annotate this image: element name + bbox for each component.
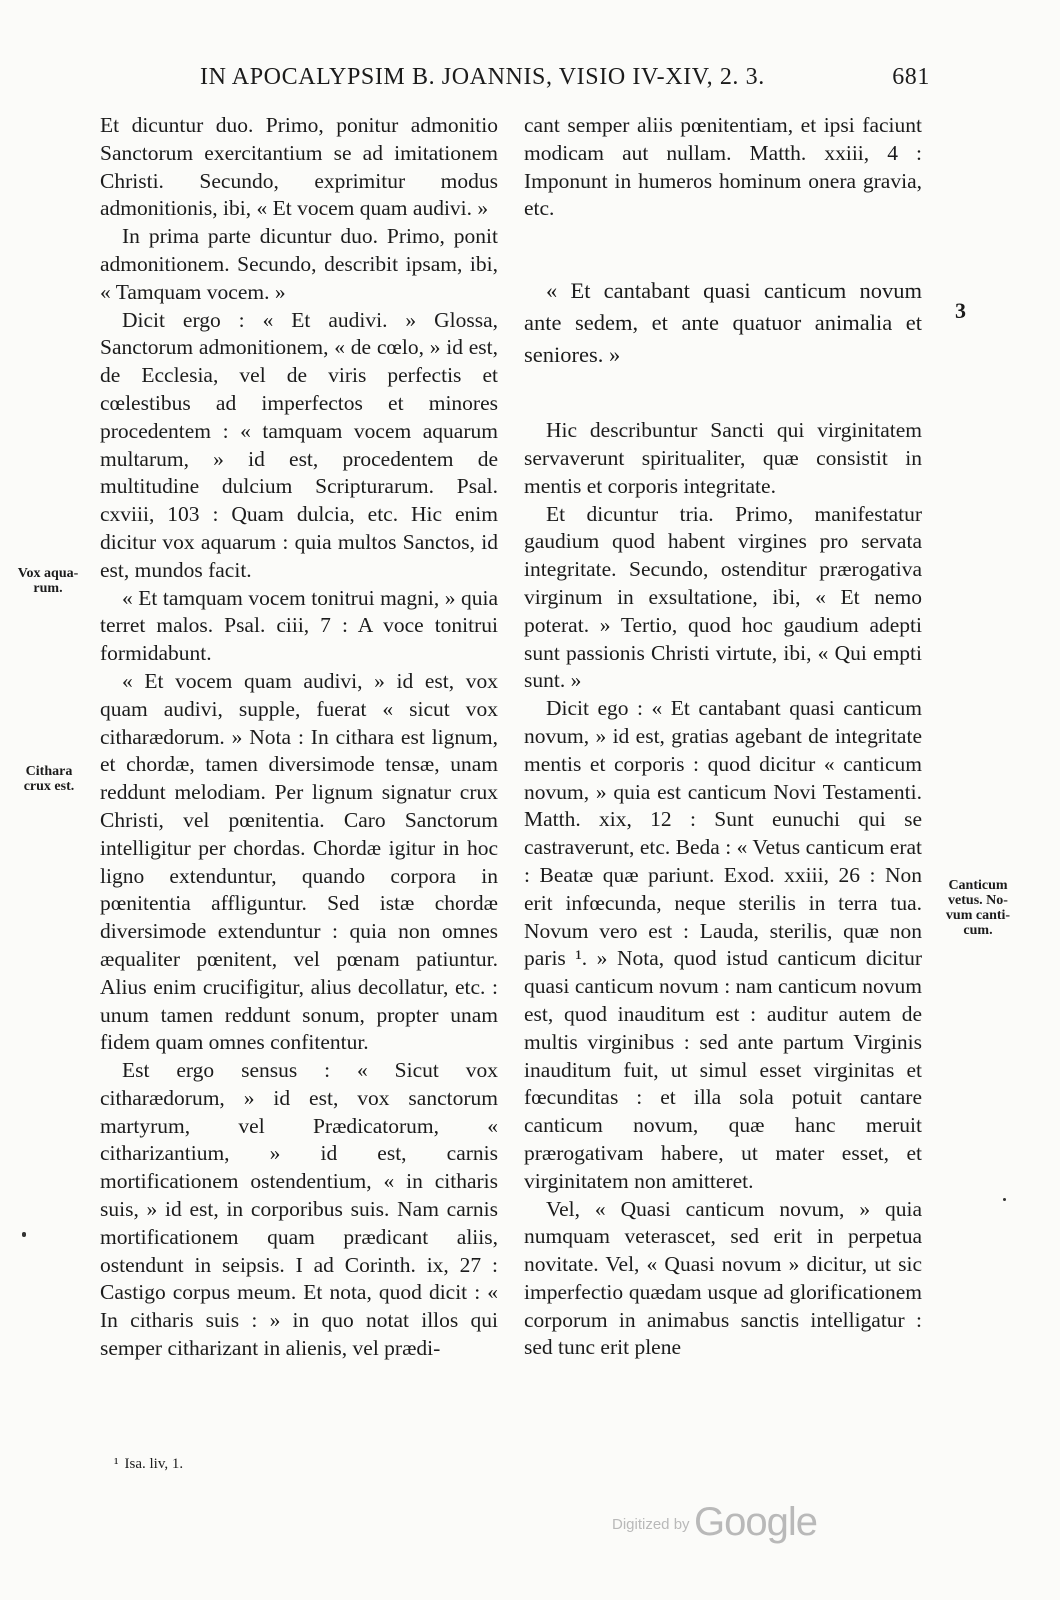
ink-speck (1003, 1198, 1006, 1201)
margin-note-vox-aquarum (4, 566, 92, 596)
margin-note-line: rum. (33, 581, 63, 596)
paragraph: Vel, « Quasi canticum novum, » quia numquam veterascet, sed erit in perpetua novitate. Vel, « Quasi novum » dicitur, ut sic imperfectio quædam usque ad glorificationem corporum in animabus sanctis intelligatur : sed tunc erit plene (524, 1196, 922, 1360)
paragraph: Et dicuntur tria. Primo, manifestatur gaudium quod habent virgines pro servata integritate. Secundo, ostenditur prærogativa virginum in exsultatione, ibi, « Et nemo poterat. » Tertio, quod hoc gaudium adepti sunt passionis Christi virtute, ibi, « Qui empti sunt. » (524, 501, 922, 693)
paragraph: Et dicuntur duo. Primo, ponitur admonitio Sanctorum exercitantium se ad imitationem Christi. Secundo, exprimitur modus admonitionis, ibi, « Et vocem quam audivi. » (100, 113, 498, 221)
paragraph: Dicit ego : « Et cantabant quasi canticum novum, » id est, gratias agebant de integritate mentis et corporis : quod dicitur « canticum novum, » quia est canticum Novi Testamenti. Matth. xix, 12 : Sunt eunuchi qui se castraverunt, etc. Beda : « Vetus canticum erat : Beatæ quæ pariunt. Exod. xxiii, 26 : Non erit infœcunda, neque sterilis in terra tua. Novum vero est : Lauda, sterilis, quæ non paris ¹. » Nota, quod istud canticum dicitur quasi canticum novum : nam canticum novum est, quod inauditum est : auditur autem de multis virginibus : sed ante partum Virginis inauditum fuit, ut simul esset virginitas et fœcunditas : et illa sola potuit cantare canticum novum, quæ hanc meruit prærogativam habere, ut mater esset, et virginitatem non amitteret. (524, 696, 922, 1193)
page-number: 681 (892, 64, 930, 90)
paragraph: « Et vocem quam audivi, » id est, vox quam audivi, supple, fuerat « sicut vox citharædorum. » Nota : In cithara est lignum, et chordæ, tamen diversimode tensæ, unam reddunt melodiam. Per lignum signatur crux Christi, vel pœnitentia. Caro Sanctorum intelligitur per chordas. Chordæ igitur in hoc ligno extenduntur, quando corpora in pœnitentia affliguntur. Sed istæ chordæ diversimode extenduntur : quia non omnes æqualiter pœnitent, vel pœnam patiuntur. Alius enim crucifigitur, alius decollatur, etc. : unum tamen reddunt sonum, propter unam fidem quam omnes confitentur. (100, 668, 498, 1055)
margin-note-line: Canticum (948, 878, 1008, 893)
paragraph: In prima parte dicuntur duo. Primo, ponit admonitionem. Secundo, describit ipsam, ibi, « Tamquam vocem. » (100, 224, 498, 304)
left-column (100, 112, 498, 1363)
scripture-verse: « Et cantabant quasi canticum novum ante sedem, et ante quatuor animalia et seniores. » (524, 278, 922, 368)
margin-note-line: Cithara (25, 764, 73, 779)
verse-number: 3 (955, 298, 966, 323)
margin-note-line: Vox aqua- (17, 566, 79, 581)
footnote-text: Isa. liv, 1. (124, 1456, 184, 1472)
right-column (524, 112, 922, 1362)
margin-note-cithara (6, 764, 92, 794)
google-logo: Google (694, 1500, 817, 1544)
paragraph: « Et tamquam vocem tonitrui magni, » quia terret malos. Psal. ciii, 7 : A voce tonitrui formidabunt. (100, 585, 498, 666)
margin-note-line: cum. (963, 923, 993, 938)
paragraph: Dicit ergo : « Et audivi. » Glossa, Sanctorum admonitionem, « de cœlo, » id est, de Ecclesia, vel de viris perfectis et cœlestibus ad imperfectos et minores procedentem : « tamquam vocem aquarum multarum, » id est, procedentem de multitudine dulcium Scripturarum. Psal. cxviii, 103 : Quam dulcia, etc. Hic enim dicitur vox aquarum : quia multos Sanctos, id est, mundos facit. (100, 307, 498, 582)
margin-note-line: vum canti- (945, 908, 1011, 923)
footnote (114, 1456, 189, 1473)
paragraph: cant semper aliis pœnitentiam, et ipsi faciunt modicam aut nullam. Matth. xxiii, 4 : Imponunt in humeros hominum onera gravia, etc. (524, 113, 922, 221)
digitized-watermark (612, 1500, 817, 1545)
paragraph: Hic describuntur Sancti qui virginitatem servaverunt spiritualiter, quæ consistit in mentis et corporis integritate. (524, 418, 922, 498)
footnote-mark: ¹ (114, 1456, 119, 1472)
margin-note-line: vetus. No- (948, 893, 1008, 908)
watermark-prefix: Digitized by (612, 1516, 690, 1533)
margin-note-canticum (932, 878, 1024, 938)
paragraph: Est ergo sensus : « Sicut vox citharædorum, » id est, vox sanctorum martyrum, vel Prædicatorum, « citharizantium, » id est, carnis mortificationem ostendentium, « in citharis suis, » id est, in corporibus suis. Nam carnis mortificationem quam prædicant aliis, ostendunt in seipsis. I ad Corinth. ix, 27 : Castigo corpus meum. Et nota, quod dicit : « In citharis suis : » in quo notat illos qui semper citharizant in alienis, vel prædi- (100, 1058, 498, 1361)
running-title: IN APOCALYPSIM B. JOANNIS, VISIO IV-XIV, 2. 3. (200, 64, 765, 90)
ink-speck (22, 1232, 26, 1237)
margin-note-line: crux est. (23, 779, 75, 794)
